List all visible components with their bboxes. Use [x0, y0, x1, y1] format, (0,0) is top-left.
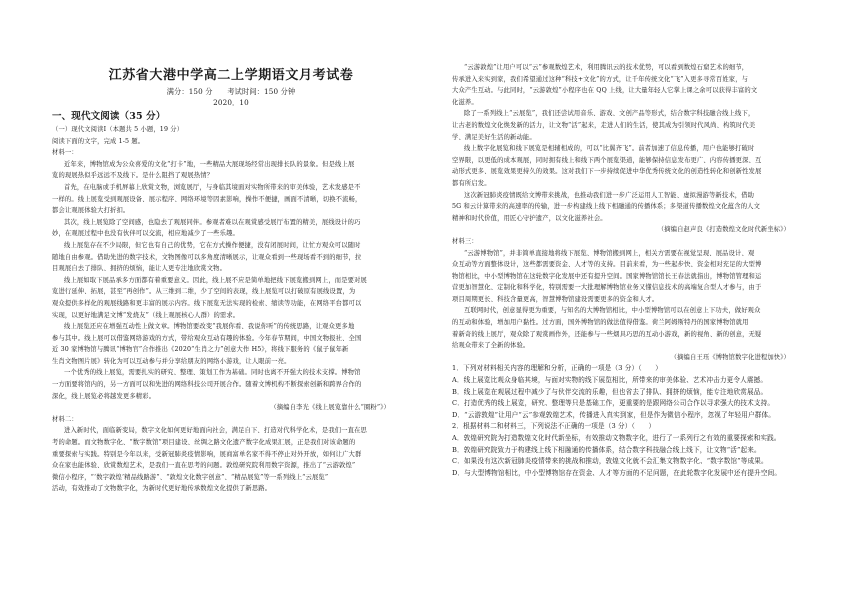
paragraph-line: 着新奇的线上展厅，观众除了观赏画作外，还能参与一些烟具巧思的互动小游戏，新的视角、新的创意，无疑 — [452, 330, 762, 338]
paragraph-line: 精神和时代价值，用匠心守护遗产，以文化滋养社会。 — [452, 214, 607, 222]
section-heading: 一、现代文阅读（35 分） — [52, 111, 166, 122]
paragraph-line: 线上展如取下展品承多方面都有着重要意义。因此，线上展不应是简单地把线下展览搬到网上，而是要对展 — [64, 276, 368, 284]
material3-label: 材料三： — [452, 237, 478, 245]
paragraph-line: 项目周期更长、科技含量更高，智慧博物馆建设需要更多的资金和人才。 — [452, 295, 659, 303]
material3-source: （摘编自王珏《博物馆数字化进程加快》） — [670, 353, 790, 361]
paragraph-line: 线上展览还应在增强互动性上做文章。博物馆要改变“我展你看、我说你听”的传统思路，让观众更多地 — [64, 323, 355, 331]
paragraph-line: 线上数字化展览和线下展览是相辅相成的，可以“比翼齐飞”。前者加速了信息传播，用户也能够打破时 — [464, 145, 755, 153]
paragraph-line: 活动，有效推动了文物数字化，为新时代更好地传承数煌文化提供了新思路。 — [52, 485, 272, 493]
question-1-option-a: A．线上展览比观众身临其境，与面对实物的线下展览相比，所带来的审美体验、艺术冲击力更令人震撼。 — [452, 376, 768, 385]
paragraph-line: 览进行延伸、拓展，甚至“再创作”。从三维到二维，少了空间的表现，线上展览可以打破原有展线设置，为 — [52, 288, 356, 296]
question-2-option-a: A．敦煌研究院为打造数煌文化时代新坐标，有效推动文物数字化，进行了一系列行之有效的重要探索和实践。 — [452, 434, 781, 442]
paragraph-line: 微信小程序，“‘数字敦煌’精品线路游”、“敦煌文化数字创意”、“精品展览”等一系列线上“云展览” — [52, 473, 329, 481]
paragraph-line: 给观众带来了全新的体验。 — [452, 342, 530, 350]
paragraph-line: 空界限，以更低的成本观展，同时拥有线上和线下两个展览渠道，能够保持信息发布更广、内容传播更深、互 — [452, 156, 762, 164]
question-1-option-d: D．“云游敦煌”让用户“云”参观敦煌艺术，传播进入真实到家，但是作为微信小程序，忽视了年轻用户群体。 — [452, 410, 775, 419]
subsection-heading: （一）现代文阅读Ⅰ（本题共 5 小题，19 分） — [52, 126, 184, 133]
exam-score-time: 满分：150 分 考试时间：150 分钟 — [166, 87, 296, 96]
paragraph-line: 随地自由参观。借助先进的数字技术，文物图像可以多角度清晰展示，让观众看到一些现场看不到的细节，拉 — [52, 253, 362, 261]
paragraph-line: 深化，线上展览必将越发更多精彩。 — [52, 392, 156, 400]
question-2-stem: 2．根据材料二和材料三，下列说法不正确的一项是（3 分）（ ） — [452, 422, 656, 431]
question-1-option-c: C．打造优秀的线上展览，研究、整理等只是基础工作，更重要的是跟网络公司合作以寻求强大的技术支持。 — [452, 399, 775, 408]
paragraph-line: 大众产生互动。与此同时，“云游敦煌”小程序也在 QQ 上线，让大量年轻人它掌上课之余可以获得丰富的文 — [452, 87, 758, 95]
paragraph-line: 其次，线上展览除了空间感，也隐去了观展同伴。参观者难以在观赏感受展厅布置的精美，展线设计的巧 — [64, 218, 361, 226]
paragraph-line: 让古老的数煌文化焕发新的活力，让文物“活”起来，走进人们的生活，使其成为引领时代风尚、构筑时代美 — [452, 121, 756, 129]
paragraph-line: 众互动等方面整体设计，这些都需要资金、人才等的支持。目前来看，为一些起步快、资金相对充足的大型博 — [452, 261, 762, 269]
paragraph-line: 都会让观展体验大打折扣。 — [52, 207, 130, 215]
paragraph-line: 学、满足美好生活的新动能。 — [452, 133, 536, 141]
material2-label: 材料二： — [52, 415, 78, 423]
paragraph-line: 都有所启发。 — [452, 179, 491, 187]
paragraph-line: 互联网时代，创意显得更为重要，与知名的大博物馆相比，中小型博物馆可以在创意上下功夫，做好观众 — [464, 307, 761, 315]
paragraph-line: 妙，在观展过程中也没有伙伴可以交流，相应地减少了一些乐趣。 — [52, 230, 239, 238]
paragraph-line: 化滋养。 — [452, 98, 478, 106]
paragraph-line: 这次新冠肺炎疫情既给文博带来挑战，也推动我们进一步广泛运用人工智能、虚拟漫游等新技术，借助 — [464, 191, 755, 199]
paragraph-line: 除了一系列线上“云展览”，我们还尝试用音乐、游戏、文创产品等形式，结合数字科技融合线上线下， — [464, 110, 755, 118]
paragraph-line: 近年来，博物馆成为公众喜爱的文化“打卡”地，一些精品大展现场经常出现排长队的景象。但是线上展 — [64, 160, 355, 168]
instruction: 阅读下面的文字，完成 1-5 题。 — [52, 137, 145, 145]
paragraph-line: 首先，在电脑或手机屏幕上欣赏文物，浏览展厅，与身临其境面对实物所带来的审美体验，艺术发感是不 — [64, 183, 361, 191]
material1-label: 材料一： — [52, 149, 78, 157]
paragraph-line: 观众提供多样化的观展线路和更丰富的展示内容。线下展览无法实现的检索、缩读等功能，在网络平台都可以 — [52, 299, 362, 307]
question-2-option-b: B．敦煌研究院致力于构建线上线下相融通的传播体系，结合数字科技融合线上线下，让文物“活”起来。 — [452, 445, 761, 454]
right-column — [452, 62, 810, 479]
paragraph-line: 线上展览存在不少局限，但它也有自己的优势，它在方式操作便捷，没有闭展时间，让忙方观众可以随时 — [64, 241, 361, 249]
paragraph-line: 传承进入来实到家，我们希望通过这种“科技+文化”的方式，让千年传统文化“飞”入更多寻常百姓家，与 — [452, 75, 749, 83]
paragraph-line: 进入新时代，面临新变局，数字文化如何更好地面向社会，满足自下、打造对代科学化术，是我们一直在思 — [64, 427, 368, 435]
paragraph-line: 实现，以更好地满足文博“发烧友”（线上观展核心人群）的需求。 — [52, 311, 240, 319]
paragraph-line: 一方面要将馆内的，另一方面可以和先进的网络科技公司开展合作。随着文博机构不断探索创新和跨界合作的 — [52, 381, 362, 389]
material1-source: （摘编自李光《线上展览靠什么“圈粉”》） — [270, 404, 390, 412]
left-column — [52, 62, 410, 495]
paragraph-line: 营更加智慧化、定制化和科学化，特别需要一大批理解博物馆业务又懂信息技术的高端复合型人才参与，由于 — [452, 284, 762, 292]
paragraph-line: 众在家也能体验、欣赏数煌艺术，是我们一直在思考的问题。敦煌研究院利用数字资源，推出了“云游敦煌” — [52, 462, 356, 470]
paragraph-line: “云游博物馆”，并非简单直接地将线下展览、博物馆搬到网上，相关方需要在视觉呈现、展品设计、观 — [464, 249, 755, 257]
exam-date: 2020．10 — [213, 98, 249, 107]
paragraph-line: 一样的。线上展览受到观展设备、展示程序、网络环境等因素影响，操作不便捷，画面不清晰，切换不流畅， — [52, 195, 362, 203]
paragraph-line: 考的命题。而文物数字化、“数字数馆”项目建设、丝绸之路文化遗产数字化成果汇展，正是我们对该命题的 — [52, 439, 356, 447]
question-1-stem: 1．下列对材料相关内容的理解和分析，正确的一项是（3 分）（ ） — [452, 364, 662, 373]
paragraph-line: 物馆相比，中小型博物馆在这轮数字化发展中还有提升空间。国家博物馆馆长王春法就指出，博物馆管理和运 — [452, 272, 762, 280]
paragraph-line: 5G 和云计算带来的高速率的传输，进一步构建线上线下相融通的传播体系；多渠道传播数煌文化蕴含的人文 — [452, 203, 761, 211]
paragraph-line: “云游敦煌”让用户可以“云”参观数煌艺术，利用腾讯云的技术优势，可以看到数煌石窟艺术的细节， — [464, 64, 749, 71]
paragraph-line: 重要探索与实践。特别是今年以来，受新冠肺炎疫情影响，展商富单名家不得不停止对外开放，如何让广大群 — [52, 450, 362, 458]
paragraph-line: 目观展自去了排队、拥挤的烦恼，能让人更专注地欣赏文物。 — [52, 265, 227, 273]
paragraph-line: 的互动和体验，增加用户黏性。过方面，国外博物馆的做法值得借鉴。荷兰阿姆斯特丹的国家博物馆就用 — [452, 319, 749, 327]
paragraph-line: 一个优秀的线上展览，需要扎实的研究、整理、策划工作为基础。同时也离不开强大的技术支撑。博物馆 — [64, 369, 361, 377]
question-1-option-b: B．线上展览在观展过程中减少了与伙伴交流的乐趣，但也省去了排队、拥挤的烦恼，能专注地欣赏展品。 — [452, 387, 768, 396]
paragraph-line: 生肖文物图片展》转化为可以互动参与并分享给朋友的网络小游戏，让人眼前一亮。 — [52, 357, 291, 365]
material2-source: （摘编自赵声良《打造数煌文化时代新坐标》） — [657, 226, 790, 234]
paragraph-line: 近 30 家博物馆与腾讯“博物官”合作推出《2020“生肖之力”创意大作 H5》，将线下服务的《鼠子鼠年新 — [52, 346, 349, 354]
paragraph-line: 动形式更多、展览效果更持久的效果。这对我们下一步持续促进中华优秀传统文化的创造性转化和创新性发展 — [452, 168, 762, 176]
paragraph-line: 参与其中。线上展可以借鉴网络游戏的方式，带给观众互动有趣的体验。今年春节期间，中国文物报社、全国 — [52, 334, 362, 342]
question-2-option-c: C．如果没有这次新冠肺炎疫情带来的挑战和推动，敦煌文化就不会汇集文物数字化、“数字数馆”等成果。 — [452, 457, 768, 466]
exam-title: 江苏省大港中学高二上学期语文月考试卷 — [108, 68, 354, 83]
question-2-option-d: D．与大型博物馆相比，中小型博物馆存在资金、人才等方面的不足问题，在此轮数字化发展中还有提升空间。 — [452, 468, 782, 477]
paragraph-line: 览的现展热似乎远远不及线下。是什么阻挡了观展热情？ — [52, 172, 214, 180]
